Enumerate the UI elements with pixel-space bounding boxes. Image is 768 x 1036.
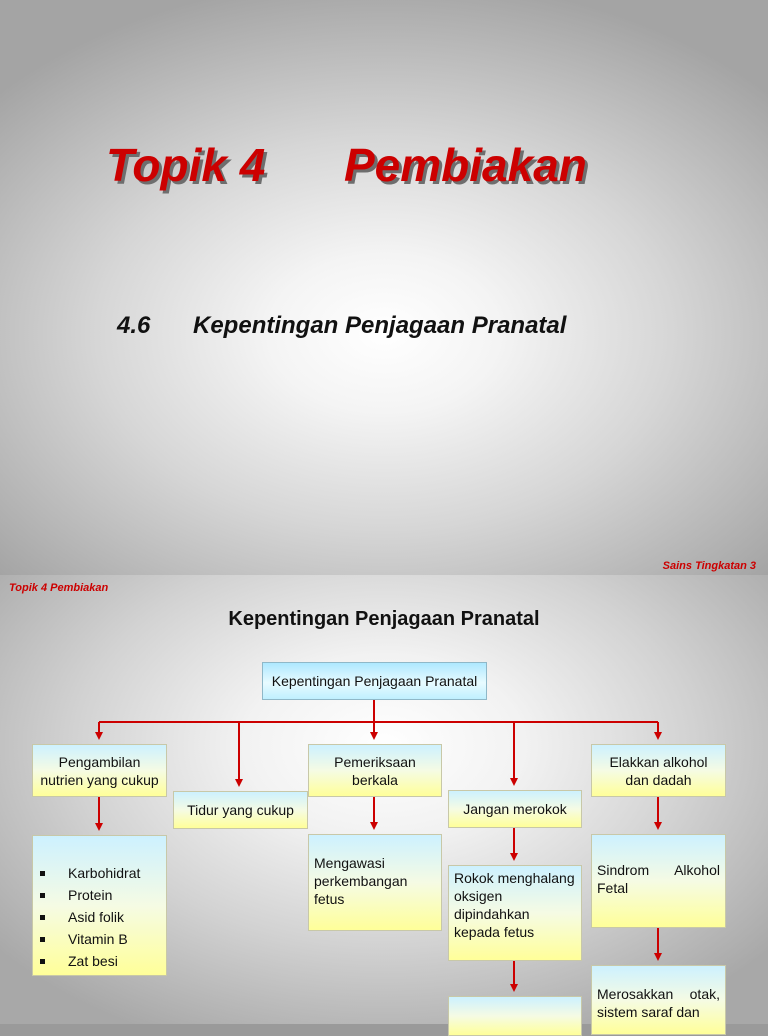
- course-label: Sains Tingkatan 3: [662, 560, 756, 572]
- topic-label: Topik 4 Pembiakan: [9, 582, 109, 594]
- nutrients-label: Pengambilan nutrien yang cukup: [40, 753, 159, 788]
- alcohol-box: [591, 744, 726, 797]
- nutrient-list-box: [32, 835, 167, 976]
- subtitle-number: 4.6: [117, 312, 151, 339]
- sleep-box: [173, 791, 308, 829]
- alcohol-label: Elakkan alkohol dan dadah: [609, 753, 708, 788]
- list-item: Zat besi: [38, 952, 161, 970]
- checkup-detail-text: Mengawasi perkembangan fetus: [314, 855, 408, 907]
- diagram-slide: [0, 560, 768, 1024]
- nutrients-box: [32, 744, 167, 797]
- nutrient-list: [38, 864, 161, 970]
- checkup-label: Pemeriksaan berkala: [334, 753, 416, 788]
- alcohol-detail-box: [591, 834, 726, 928]
- slide-title: Kepentingan Penjagaan Pranatal: [228, 608, 540, 630]
- list-item: Protein: [38, 886, 161, 904]
- checkup-box: [308, 744, 442, 797]
- subtitle-text: Kepentingan Penjagaan Pranatal: [193, 312, 567, 339]
- root-box: [262, 662, 487, 700]
- alcohol-effect-text: Merosakkan otak, sistem saraf dan: [597, 986, 720, 1020]
- smoking-box: [448, 790, 582, 828]
- title-subject: Pembiakan: [344, 139, 587, 191]
- list-item: Vitamin B: [38, 930, 161, 948]
- smoking-detail-text: Rokok menghalang oksigen dipindahkan kepada fetus: [454, 870, 575, 940]
- alcohol-detail-text: Sindrom Alkohol Fetal: [597, 862, 720, 896]
- sleep-label: Tidur yang cukup: [187, 802, 294, 818]
- smoking-label: Jangan merokok: [463, 801, 567, 817]
- root-box-label: Kepentingan Penjagaan Pranatal: [271, 673, 478, 689]
- title-topic: Topik 4: [106, 139, 266, 191]
- list-item: Karbohidrat: [38, 864, 161, 882]
- smoking-effect-box: [448, 996, 582, 1036]
- checkup-detail-box: [308, 834, 442, 931]
- smoking-detail-box: [448, 865, 582, 961]
- list-item: Asid folik: [38, 908, 161, 926]
- alcohol-effect-box: [591, 965, 726, 1035]
